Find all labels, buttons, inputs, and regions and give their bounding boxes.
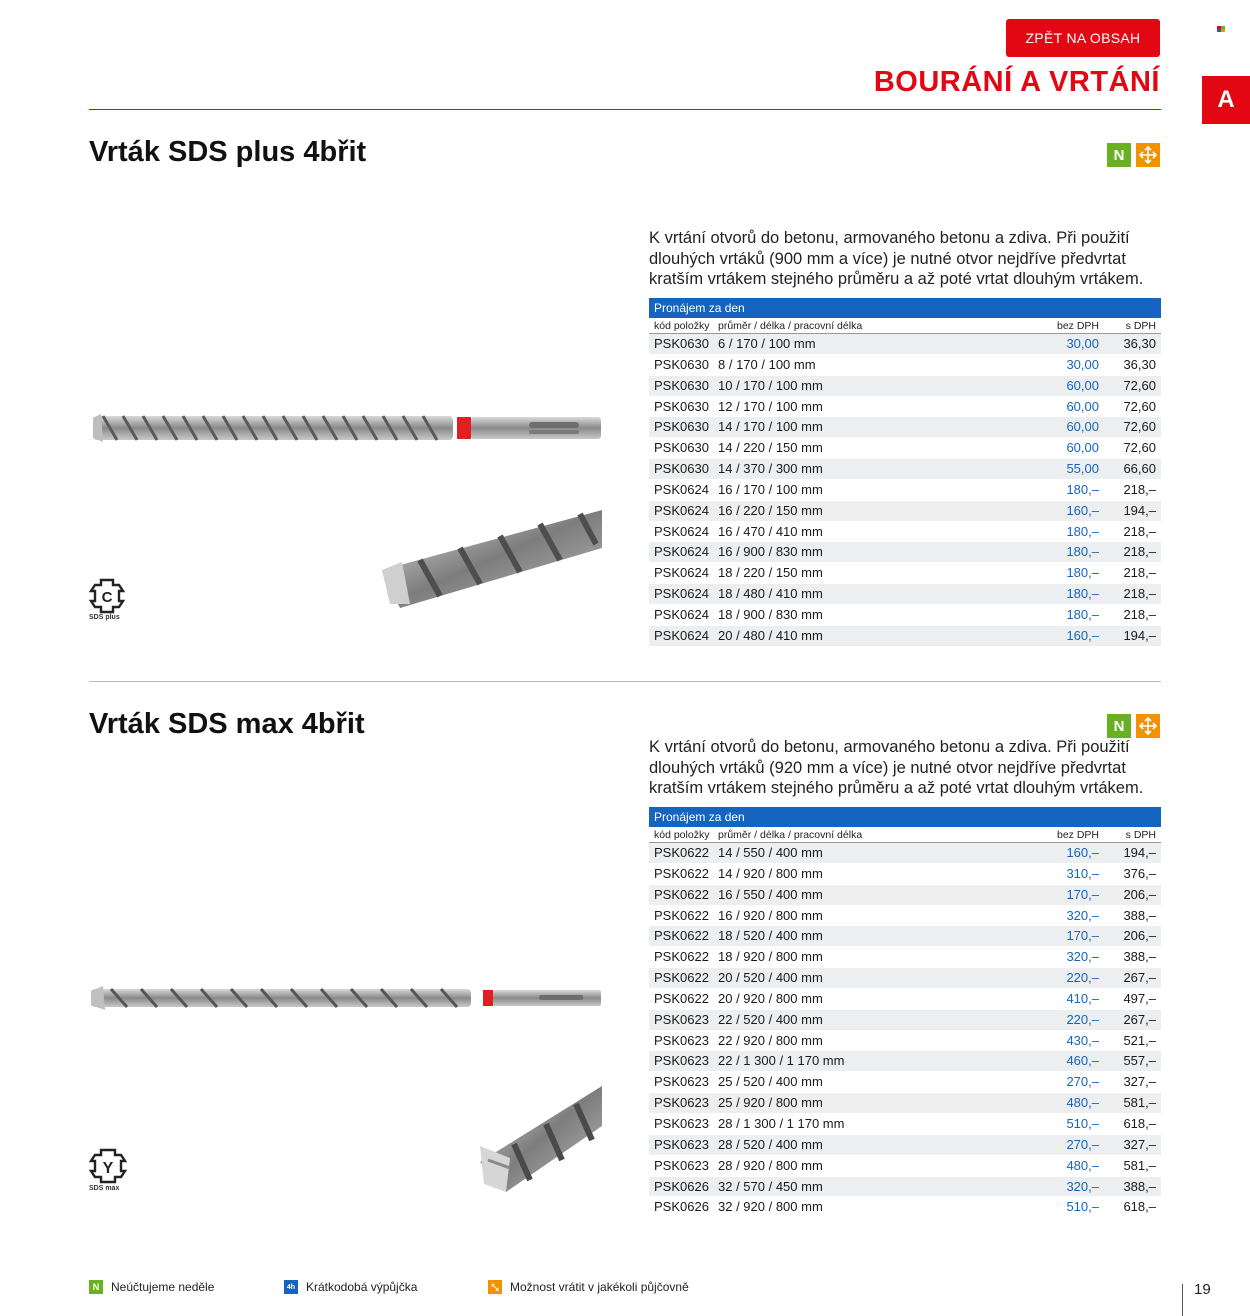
table-row (649, 1135, 1161, 1156)
dimensions: 20 / 520 / 400 mm (718, 970, 823, 986)
item-code: PSK0630 (654, 336, 709, 351)
table-row (649, 438, 1161, 459)
dimensions: 16 / 920 / 800 mm (718, 907, 823, 923)
price-net: 160,– (1066, 627, 1099, 643)
table-row (649, 906, 1161, 927)
item-code: PSK0624 (654, 523, 709, 539)
page-number-divider (1182, 1284, 1183, 1316)
dimensions: 22 / 1 300 / 1 170 mm (718, 1053, 845, 1069)
item-code: PSK0623 (654, 1095, 709, 1111)
legend-no-sunday (89, 1280, 214, 1294)
price-net: 30,00 (1066, 336, 1099, 351)
svg-text:C: C (101, 589, 113, 606)
product-description: K vrtání otvorů do betonu, armovaného betonu a zdiva. Při použití dlouhých vrtáků (920 mm a více) je nutné otvor nejdříve předvrtat kratším vrtákem stejného průměru a až poté vrtat dlouhým vrtákem. (649, 738, 1144, 797)
legend-return-anywhere (488, 1280, 689, 1294)
table-row (649, 1031, 1161, 1052)
table-row (649, 1051, 1161, 1072)
col-price-gross: s DPH (1125, 829, 1156, 841)
price-net: 60,00 (1066, 398, 1099, 414)
legend-label: Možnost vrátit v jakékoli půjčovně (510, 1280, 689, 1294)
sds-plus-drill-bit-image (89, 408, 603, 448)
table-column-headers (649, 827, 1161, 843)
table-row (649, 605, 1161, 626)
price-gross: 581,– (1123, 1157, 1156, 1173)
price-net: 480,– (1066, 1157, 1099, 1173)
product-title: Vrták SDS max 4břit (89, 708, 365, 740)
table-row (649, 947, 1161, 968)
price-gross: 327,– (1123, 1074, 1156, 1090)
item-code: PSK0624 (654, 502, 709, 518)
price-net: 180,– (1066, 606, 1099, 622)
table-row (649, 926, 1161, 947)
dimensions: 12 / 170 / 100 mm (718, 398, 823, 414)
clock-icon: 4h (284, 1280, 298, 1294)
price-net: 180,– (1066, 586, 1099, 602)
sds-max-system-icon (89, 1148, 127, 1184)
item-code: PSK0622 (654, 865, 709, 881)
no-sunday-charge-badge: N (1107, 143, 1131, 167)
price-net: 220,– (1066, 1011, 1099, 1027)
table-row (649, 542, 1161, 563)
price-gross: 618,– (1123, 1199, 1156, 1215)
legend-label: Neúčtujeme neděle (111, 1280, 215, 1294)
header-divider (89, 109, 1161, 110)
table-row (649, 584, 1161, 605)
price-gross: 618,– (1123, 1115, 1156, 1131)
table-row (649, 501, 1161, 522)
chapter-tab[interactable]: A (1202, 76, 1250, 124)
sds-plus-caption: SDS plus (89, 614, 120, 621)
price-net: 160,– (1066, 845, 1099, 860)
price-net: 480,– (1066, 1095, 1099, 1111)
item-code: PSK0622 (654, 886, 709, 902)
col-price-net: bez DPH (1056, 829, 1099, 841)
sds-max-caption: SDS max (89, 1185, 120, 1192)
table-row (649, 334, 1161, 355)
price-gross: 557,– (1123, 1053, 1156, 1069)
item-code: PSK0624 (654, 606, 709, 622)
dimensions: 18 / 920 / 800 mm (718, 949, 823, 965)
price-net: 160,– (1066, 502, 1099, 518)
col-dimensions: průměr / délka / pracovní délka (718, 320, 863, 332)
table-row (649, 355, 1161, 376)
n-icon: N (89, 1280, 103, 1294)
return-anywhere-badge (1136, 143, 1160, 167)
table-row (649, 417, 1161, 438)
dimensions: 22 / 920 / 800 mm (718, 1032, 823, 1048)
price-net: 410,– (1066, 990, 1099, 1006)
item-code: PSK0630 (654, 419, 709, 435)
price-gross: 206,– (1123, 886, 1156, 902)
price-gross: 36,30 (1123, 356, 1156, 372)
dimensions: 16 / 470 / 410 mm (718, 523, 823, 539)
price-gross: 72,60 (1123, 440, 1156, 456)
price-gross: 388,– (1123, 907, 1156, 923)
item-code: PSK0622 (654, 949, 709, 965)
price-net: 180,– (1066, 565, 1099, 581)
table-row (649, 843, 1161, 864)
item-code: PSK0623 (654, 1136, 709, 1152)
dimensions: 28 / 520 / 400 mm (718, 1136, 823, 1152)
table-row (649, 968, 1161, 989)
page-number: 19 (1194, 1281, 1211, 1298)
item-code: PSK0623 (654, 1032, 709, 1048)
table-row (649, 864, 1161, 885)
price-net: 180,– (1066, 544, 1099, 560)
table-row (649, 1156, 1161, 1177)
dimensions: 22 / 520 / 400 mm (718, 1011, 823, 1027)
dimensions: 32 / 570 / 450 mm (718, 1178, 823, 1194)
dimensions: 25 / 520 / 400 mm (718, 1074, 823, 1090)
arrows-out-icon (1138, 716, 1158, 736)
dimensions: 28 / 1 300 / 1 170 mm (718, 1115, 845, 1131)
price-net: 510,– (1066, 1115, 1099, 1131)
table-body (649, 334, 1161, 647)
price-gross: 388,– (1123, 949, 1156, 965)
col-code: kód položky (654, 320, 710, 332)
table-row (649, 1114, 1161, 1135)
price-gross: 218,– (1123, 586, 1156, 602)
table-row (649, 459, 1161, 480)
arrows-out-icon: ⤡ (488, 1280, 502, 1294)
col-price-net: bez DPH (1056, 320, 1099, 332)
price-gross: 497,– (1123, 990, 1156, 1006)
col-code: kód položky (654, 829, 710, 841)
price-gross: 218,– (1123, 523, 1156, 539)
product-title: Vrták SDS plus 4břit (89, 136, 367, 168)
dimensions: 14 / 220 / 150 mm (718, 440, 823, 456)
price-gross: 194,– (1123, 627, 1156, 643)
corner-color-mark (1217, 26, 1225, 33)
col-dimensions: průměr / délka / pracovní délka (718, 829, 863, 841)
dimensions: 14 / 920 / 800 mm (718, 865, 823, 881)
dimensions: 16 / 550 / 400 mm (718, 886, 823, 902)
table-row (649, 376, 1161, 397)
table-row (649, 397, 1161, 418)
price-net: 320,– (1066, 907, 1099, 923)
price-gross: 72,60 (1123, 398, 1156, 414)
item-code: PSK0622 (654, 928, 709, 944)
item-code: PSK0622 (654, 970, 709, 986)
svg-text:Y: Y (102, 1160, 114, 1177)
dimensions: 28 / 920 / 800 mm (718, 1157, 823, 1173)
price-gross: 327,– (1123, 1136, 1156, 1152)
item-code: PSK0630 (654, 461, 709, 477)
item-code: PSK0623 (654, 1074, 709, 1090)
table-body (649, 843, 1161, 1218)
item-code: PSK0623 (654, 1011, 709, 1027)
price-net: 60,00 (1066, 377, 1099, 393)
price-gross: 388,– (1123, 1178, 1156, 1194)
item-code: PSK0622 (654, 990, 709, 1006)
table-column-headers (649, 318, 1161, 334)
return-anywhere-badge (1136, 714, 1160, 738)
dimensions: 16 / 170 / 100 mm (718, 481, 823, 497)
table-row (649, 989, 1161, 1010)
price-net: 270,– (1066, 1136, 1099, 1152)
dimensions: 20 / 920 / 800 mm (718, 990, 823, 1006)
item-code: PSK0626 (654, 1178, 709, 1194)
item-code: PSK0622 (654, 845, 709, 860)
price-gross: 72,60 (1123, 377, 1156, 393)
legend-short-rental (284, 1280, 417, 1294)
item-code: PSK0624 (654, 544, 709, 560)
price-gross: 218,– (1123, 565, 1156, 581)
price-net: 430,– (1066, 1032, 1099, 1048)
price-net: 30,00 (1066, 356, 1099, 372)
dimensions: 18 / 480 / 410 mm (718, 586, 823, 602)
table-row (649, 885, 1161, 906)
price-net: 320,– (1066, 1178, 1099, 1194)
item-code: PSK0630 (654, 398, 709, 414)
product-description: K vrtání otvorů do betonu, armovaného betonu a zdiva. Při použití dlouhých vrtáků (900 mm a více) je nutné otvor nejdříve předvrtat kratším vrtákem stejného průměru a až poté vrtat dlouhým vrtákem. (649, 229, 1144, 288)
item-code: PSK0623 (654, 1053, 709, 1069)
dimensions: 14 / 550 / 400 mm (718, 845, 823, 860)
dimensions: 8 / 170 / 100 mm (718, 356, 816, 372)
section-title: BOURÁNÍ A VRTÁNÍ (873, 66, 1160, 98)
section-divider (89, 681, 1161, 682)
price-net: 320,– (1066, 949, 1099, 965)
price-net: 170,– (1066, 886, 1099, 902)
item-code: PSK0624 (654, 586, 709, 602)
table-row (649, 626, 1161, 647)
item-code: PSK0630 (654, 377, 709, 393)
dimensions: 16 / 900 / 830 mm (718, 544, 823, 560)
table-row (649, 1093, 1161, 1114)
price-gross: 376,– (1123, 865, 1156, 881)
price-gross: 36,30 (1123, 336, 1156, 351)
price-gross: 72,60 (1123, 419, 1156, 435)
price-net: 180,– (1066, 481, 1099, 497)
dimensions: 6 / 170 / 100 mm (718, 336, 816, 351)
col-price-gross: s DPH (1125, 320, 1156, 332)
table-row (649, 1177, 1161, 1198)
dimensions: 20 / 480 / 410 mm (718, 627, 823, 643)
dimensions: 32 / 920 / 800 mm (718, 1199, 823, 1215)
table-header: Pronájem za den (649, 807, 1161, 827)
price-gross: 66,60 (1123, 461, 1156, 477)
item-code: PSK0623 (654, 1157, 709, 1173)
sds-plus-system-icon (89, 578, 125, 614)
price-gross: 194,– (1123, 845, 1156, 860)
sds-max-drill-bit-image (89, 983, 603, 1013)
price-net: 510,– (1066, 1199, 1099, 1215)
dimensions: 14 / 370 / 300 mm (718, 461, 823, 477)
price-net: 60,00 (1066, 419, 1099, 435)
sds-max-drill-tip-closeup (466, 1086, 602, 1192)
item-code: PSK0630 (654, 356, 709, 372)
dimensions: 14 / 170 / 100 mm (718, 419, 823, 435)
price-net: 180,– (1066, 523, 1099, 539)
table-header: Pronájem za den (649, 298, 1161, 318)
legend-label: Krátkodobá výpůjčka (306, 1280, 418, 1294)
price-gross: 218,– (1123, 544, 1156, 560)
item-code: PSK0622 (654, 907, 709, 923)
price-net: 310,– (1066, 865, 1099, 881)
item-code: PSK0626 (654, 1199, 709, 1215)
item-code: PSK0630 (654, 440, 709, 456)
rental-price-table-sds-plus (649, 298, 1161, 647)
dimensions: 25 / 920 / 800 mm (718, 1095, 823, 1111)
table-row (649, 480, 1161, 501)
item-code: PSK0623 (654, 1115, 709, 1131)
dimensions: 16 / 220 / 150 mm (718, 502, 823, 518)
table-row (649, 1010, 1161, 1031)
rental-price-table-sds-max (649, 807, 1161, 1218)
item-code: PSK0624 (654, 481, 709, 497)
table-row (649, 1072, 1161, 1093)
price-gross: 267,– (1123, 970, 1156, 986)
price-gross: 218,– (1123, 606, 1156, 622)
table-row (649, 1197, 1161, 1218)
table-row (649, 563, 1161, 584)
dimensions: 18 / 900 / 830 mm (718, 606, 823, 622)
price-gross: 521,– (1123, 1032, 1156, 1048)
price-net: 220,– (1066, 970, 1099, 986)
price-gross: 218,– (1123, 481, 1156, 497)
sds-plus-drill-tip-closeup (380, 508, 602, 608)
item-code: PSK0624 (654, 627, 709, 643)
table-row (649, 522, 1161, 543)
price-gross: 194,– (1123, 502, 1156, 518)
price-gross: 581,– (1123, 1095, 1156, 1111)
item-code: PSK0624 (654, 565, 709, 581)
dimensions: 18 / 220 / 150 mm (718, 565, 823, 581)
price-gross: 267,– (1123, 1011, 1156, 1027)
price-gross: 206,– (1123, 928, 1156, 944)
no-sunday-charge-badge: N (1107, 714, 1131, 738)
price-net: 55,00 (1066, 461, 1099, 477)
price-net: 60,00 (1066, 440, 1099, 456)
price-net: 270,– (1066, 1074, 1099, 1090)
price-net: 460,– (1066, 1053, 1099, 1069)
dimensions: 10 / 170 / 100 mm (718, 377, 823, 393)
dimensions: 18 / 520 / 400 mm (718, 928, 823, 944)
back-to-contents-button[interactable]: ZPĚT NA OBSAH (1006, 19, 1160, 57)
arrows-out-icon (1138, 145, 1158, 165)
price-net: 170,– (1066, 928, 1099, 944)
